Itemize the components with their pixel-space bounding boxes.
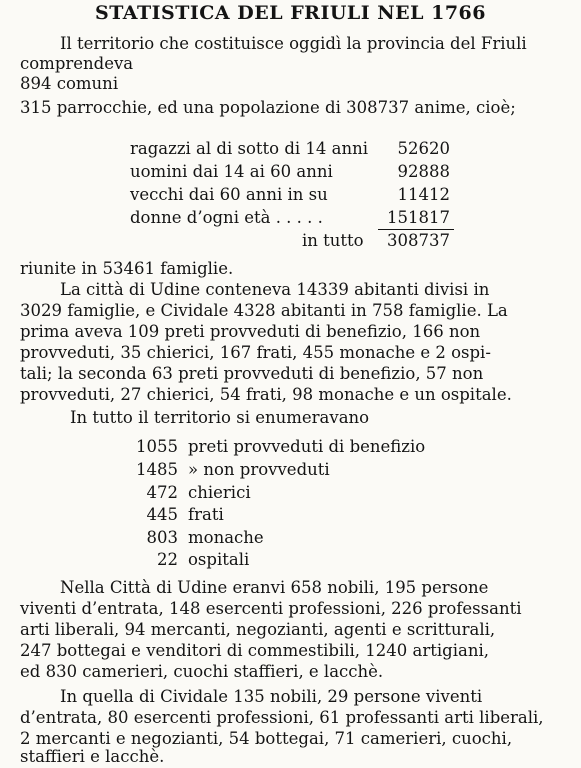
population-row-value: 11412 (397, 185, 450, 204)
paragraph-line: arti liberali, 94 mercanti, negozianti, agenti e scritturali, (20, 620, 496, 639)
clergy-label: frati (188, 505, 224, 524)
paragraph-line: 894 comuni (20, 74, 119, 93)
paragraph-line: 2 mercanti e negozianti, 54 bottegai, 71 camerieri, cuochi, (20, 729, 513, 748)
population-row-value: 92888 (397, 162, 450, 181)
population-row-label: uomini dai 14 ai 60 anni (130, 162, 333, 181)
paragraph-line: In tutto il territorio si enumeravano (70, 408, 370, 427)
total-label: in tutto (302, 231, 364, 250)
paragraph-line: 3029 famiglie, e Cividale 4328 abitanti in 758 famiglie. La (20, 301, 508, 320)
clergy-label: chierici (188, 483, 251, 502)
paragraph-line: provveduti, 35 chierici, 167 frati, 455 monache e 2 ospi- (20, 343, 491, 362)
population-row-value: 52620 (397, 139, 450, 158)
clergy-count: 22 (157, 550, 178, 569)
clergy-label: preti provveduti di benefizio (188, 437, 426, 456)
paragraph-line: d’entrata, 80 esercenti professioni, 61 professanti arti liberali, (20, 708, 544, 727)
paragraph-line: provveduti, 27 chierici, 54 frati, 98 monache e un ospitale. (20, 385, 512, 404)
paragraph-line: 315 parrocchie, ed una popolazione di 308737 anime, cioè; (20, 98, 516, 117)
clergy-label: monache (188, 528, 264, 547)
paragraph-line: tali; la seconda 63 preti provveduti di benefizio, 57 non (20, 364, 484, 383)
population-row-label: donne d’ogni età . . . . . (130, 208, 323, 227)
clergy-count: 1485 (136, 460, 178, 479)
paragraph-line: staffieri e lacchè. (20, 747, 165, 766)
total-value: 308737 (387, 231, 450, 250)
paragraph-line: La città di Udine conteneva 14339 abitanti divisi in (60, 280, 490, 299)
population-row-value: 151817 (387, 208, 450, 227)
population-row-label: ragazzi al di sotto di 14 anni (130, 139, 369, 158)
paragraph-line: ed 830 camerieri, cuochi staffieri, e lacchè. (20, 662, 384, 681)
paragraph-line: Nella Città di Udine eranvi 658 nobili, 195 persone (60, 578, 489, 597)
clergy-label: » non provveduti (188, 460, 330, 479)
paragraph-line: Il territorio che costituisce oggidì la provincia del Friuli (60, 34, 527, 53)
paragraph-line: In quella di Cividale 135 nobili, 29 persone viventi (60, 687, 483, 706)
paragraph-line: riunite in 53461 famiglie. (20, 259, 234, 278)
clergy-count: 1055 (136, 437, 178, 456)
paragraph-line: viventi d’entrata, 148 esercenti professioni, 226 professanti (20, 599, 522, 618)
page-title: STATISTICA DEL FRIULI NEL 1766 (94, 2, 486, 24)
total-rule (378, 229, 454, 230)
clergy-count: 445 (146, 505, 178, 524)
clergy-count: 472 (146, 483, 178, 502)
paragraph-line: prima aveva 109 preti provveduti di benefizio, 166 non (20, 322, 481, 341)
paragraph-line: 247 bottegai e venditori di commestibili, 1240 artigiani, (20, 641, 489, 660)
clergy-label: ospitali (188, 550, 250, 569)
population-row-label: vecchi dai 60 anni in su (130, 185, 328, 204)
clergy-count: 803 (146, 528, 178, 547)
paragraph-line: comprendeva (20, 54, 134, 73)
